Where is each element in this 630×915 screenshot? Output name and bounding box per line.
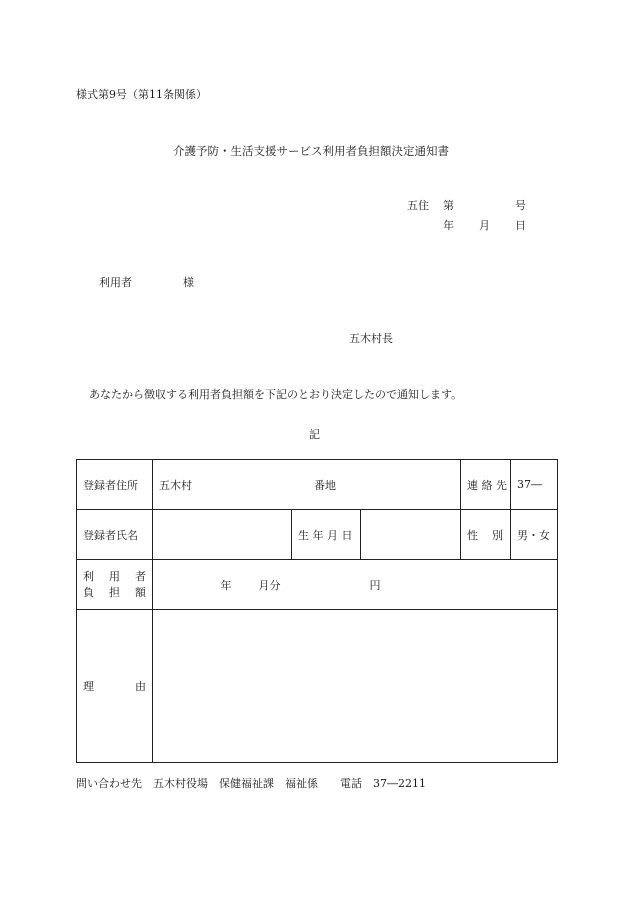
recipient-label: 利用者 [99,276,132,289]
section-name: 福祉係 [285,777,318,790]
ki-marker: 記 [309,428,320,441]
address-cell[interactable] [153,460,461,510]
address-village: 五木村 [159,478,192,492]
reason-label: 理 由 [77,610,153,763]
reason-value[interactable] [153,610,558,763]
date-day: 日 [515,219,526,232]
contact-value[interactable]: 37― [511,460,558,510]
sex-label: 性 別 [461,510,511,560]
burden-row [77,560,558,610]
burden-yen: 円 [369,578,381,592]
office-name: 五木村役場 [153,777,208,790]
dob-value[interactable] [361,510,461,560]
date-month: 月 [479,219,490,232]
sex-value[interactable]: 男・女 [511,510,558,560]
contact-label: 連 絡 先 [461,460,511,510]
name-row [77,510,558,560]
reason-row [77,610,558,763]
dob-label: 生 年 月 日 [292,510,361,560]
doc-number-dai: 第 [443,199,454,212]
department-name: 保健福祉課 [219,777,274,790]
body-text: あなたから徴収する利用者負担額を下記のとおり決定したので通知します。 [89,388,463,401]
burden-value[interactable] [153,560,558,610]
tel-number: 37―2211 [373,777,426,790]
burden-label: 利 用 者 負 担 額 [77,560,153,610]
burden-year: 年 [220,578,232,592]
notice-table [76,459,558,763]
document-title: 介護予防・生活支援サービス利用者負担額決定通知書 [173,144,449,158]
address-banchi: 番地 [314,478,336,492]
address-row [77,460,558,510]
issuer-name: 五木村長 [349,332,393,345]
burden-month: 月分 [258,578,281,592]
recipient-honorific: 様 [183,276,194,289]
doc-number-prefix: 五住 [407,199,429,212]
tel-label: 電話 [340,777,362,790]
date-year: 年 [443,219,454,232]
footer-inquiry [76,775,426,791]
name-label: 登録者氏名 [77,510,153,560]
name-value[interactable] [153,510,292,560]
inquiry-label: 問い合わせ先 [76,777,142,790]
doc-number-go: 号 [515,199,526,212]
address-label: 登録者住所 [77,460,153,510]
form-number: 様式第9号（第11条関係） [76,88,207,101]
